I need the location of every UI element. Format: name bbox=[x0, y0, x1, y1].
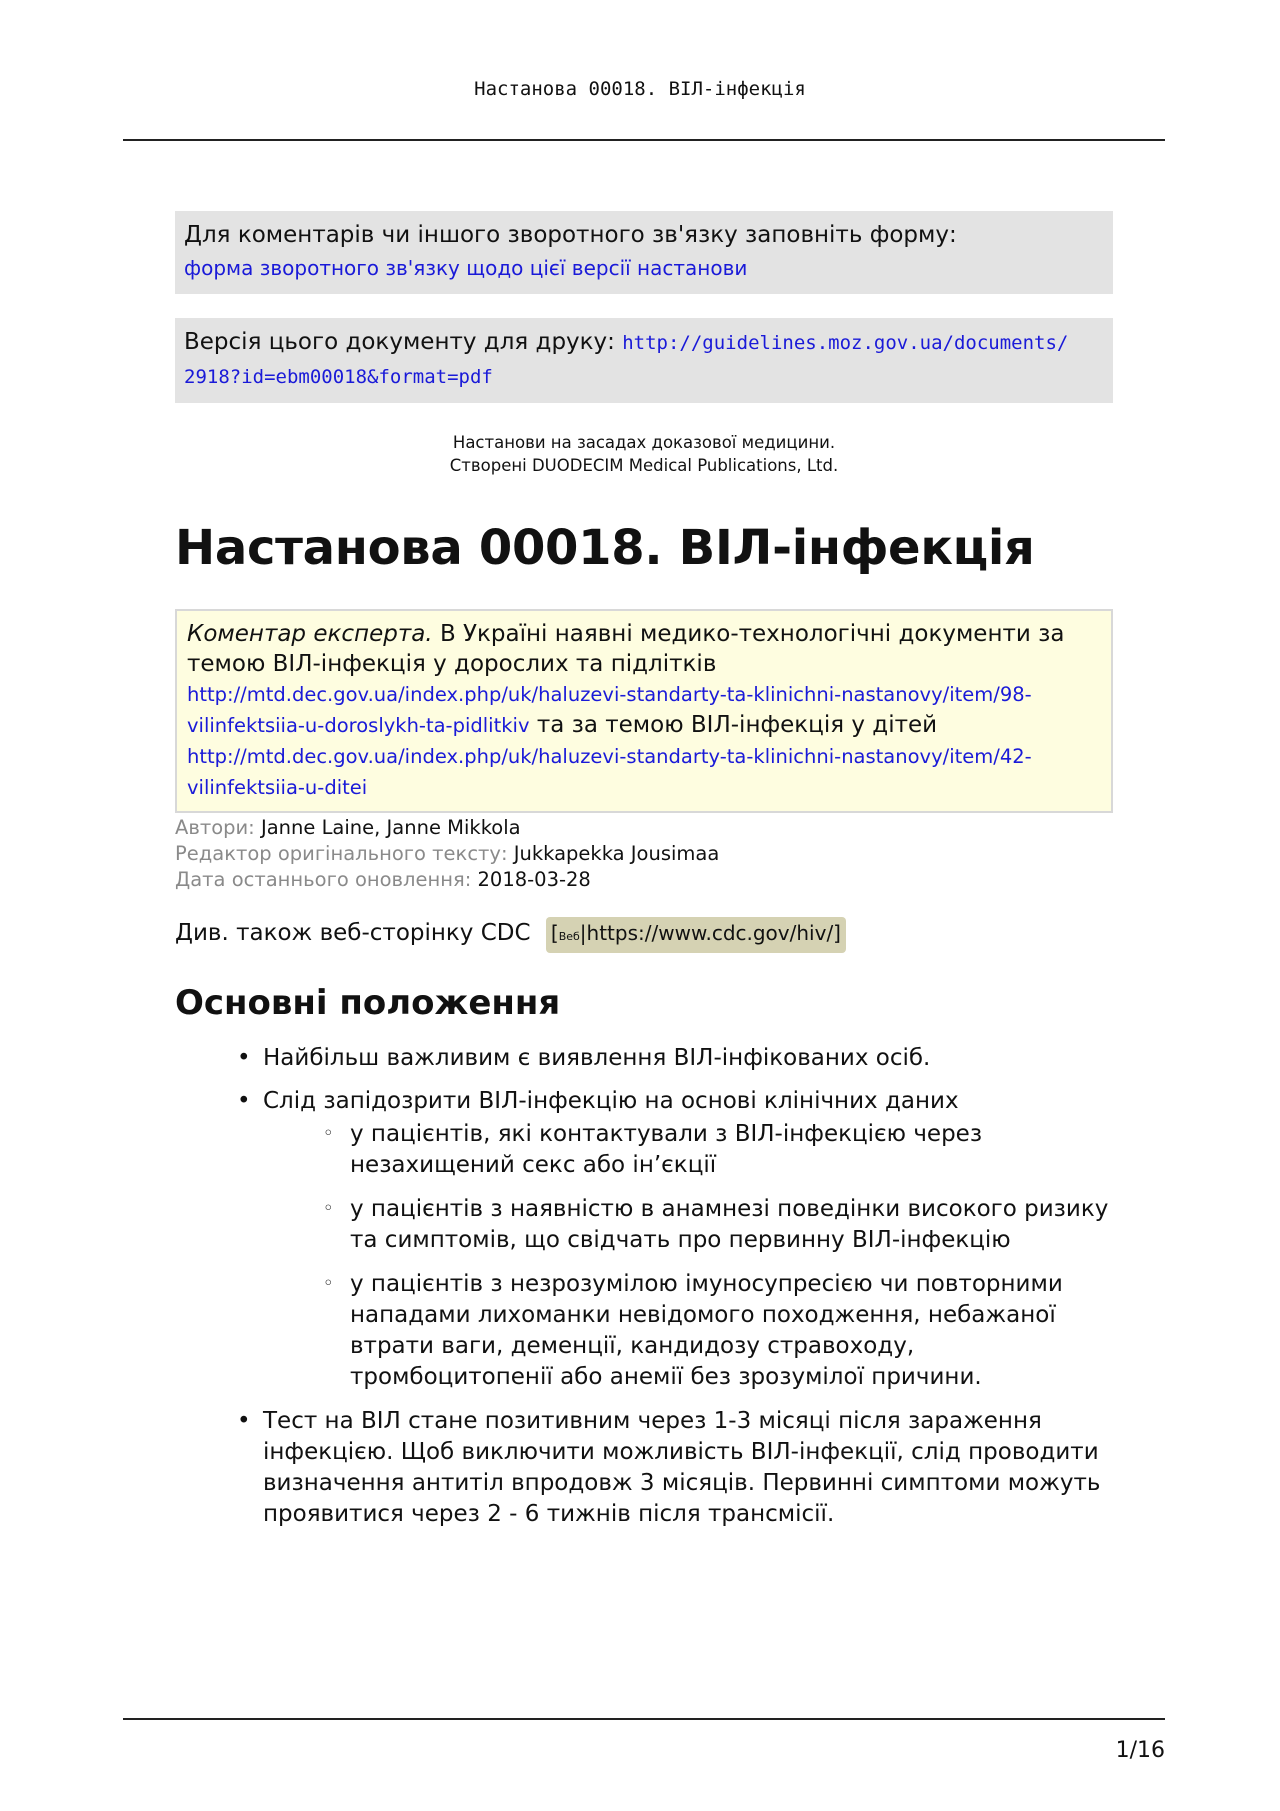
updated-value: 2018-03-28 bbox=[477, 868, 591, 891]
web-tag-url: |https://www.cdc.gov/hiv/] bbox=[579, 921, 841, 945]
editor-value: Jukkapekka Jousimaa bbox=[513, 842, 720, 865]
credit-block bbox=[175, 431, 1113, 477]
authors-value: Janne Laine, Janne Mikkola bbox=[260, 816, 521, 839]
expert-comment-box bbox=[175, 609, 1113, 813]
bullet-text: Слід запідозрити ВІЛ-інфекцію на основі клінічних даних bbox=[263, 1088, 959, 1114]
page-title: Настанова 00018. ВІЛ-інфекція bbox=[175, 520, 1035, 576]
print-version-box bbox=[175, 318, 1113, 403]
updated-label: Дата останнього оновлення: bbox=[175, 868, 472, 891]
page-number: 1/16 bbox=[1115, 1738, 1165, 1763]
feedback-text: Для коментарів чи іншого зворотного зв'язку заповніть форму: bbox=[184, 222, 957, 248]
print-version-label: Версія цього документу для друку: bbox=[184, 329, 615, 355]
editor-label: Редактор оригінального тексту: bbox=[175, 842, 508, 865]
sub-list-item bbox=[323, 1194, 1113, 1256]
sub-bullet-text: у пацієнтів з наявністю в анамнезі поведінки високого ризику та симптомів, що свідчать про первинну ВІЛ-інфекцію bbox=[350, 1196, 1109, 1253]
circle-bullet-icon: ◦ bbox=[323, 1273, 334, 1294]
updated-row bbox=[175, 867, 1113, 893]
expert-comment-label: Коментар експерта. bbox=[187, 621, 433, 647]
web-tag-bracket: [ bbox=[550, 921, 559, 945]
see-also-line bbox=[175, 917, 1113, 953]
expert-comment-link-adults[interactable]: http://mtd.dec.gov.ua/index.php/uk/haluzevi-standarty-ta-klinichni-nastanovy/item/98-vilinfektsiia-u-doroslykh-ta-pidlitkiv bbox=[187, 683, 1032, 737]
see-also-text: Див. також веб-сторінку CDC bbox=[175, 920, 531, 946]
expert-comment-text-2: та за темою ВІЛ-інфекція у дітей bbox=[536, 712, 938, 738]
editor-row bbox=[175, 841, 1113, 867]
list-item bbox=[237, 1406, 1113, 1530]
running-header: Настанова 00018. ВІЛ-інфекція bbox=[474, 78, 806, 100]
circle-bullet-icon: ◦ bbox=[323, 1123, 334, 1144]
bullet-icon: • bbox=[237, 1408, 251, 1434]
bullet-text: Найбільш важливим є виявлення ВІЛ-інфікованих осіб. bbox=[263, 1045, 931, 1071]
bullet-text: Тест на ВІЛ стане позитивним через 1-3 місяці після зараження інфекцією. Щоб виключити можливість ВІЛ-інфекції, слід проводити визначення антитіл впродовж 3 місяців. Первинні симптоми можуть проявитися через 2 - 6 тижнів після трансмісії. bbox=[263, 1408, 1101, 1527]
print-url-line2: 2918?id=ebm00018&format=pdf bbox=[184, 366, 493, 388]
sub-bullet-text: у пацієнтів, які контактували з ВІЛ-інфекцією через незахищений секс або ін’єкції bbox=[350, 1121, 983, 1178]
web-tag-label: Веб bbox=[558, 930, 580, 943]
feedback-form-link[interactable]: форма зворотного зв'язку щодо цієї версії настанови bbox=[184, 256, 748, 280]
document-meta bbox=[175, 815, 1113, 893]
list-item bbox=[237, 1043, 1113, 1074]
bullet-icon: • bbox=[237, 1088, 251, 1114]
credit-line-2: Створені DUODECIM Medical Publications, Ltd. bbox=[449, 456, 839, 475]
bullet-icon: • bbox=[237, 1045, 251, 1071]
authors-row bbox=[175, 815, 1113, 841]
circle-bullet-icon: ◦ bbox=[323, 1198, 334, 1219]
credit-line-1: Настанови на засадах доказової медицини. bbox=[452, 433, 836, 452]
cdc-web-link[interactable] bbox=[546, 917, 846, 953]
list-item bbox=[237, 1086, 1113, 1393]
expert-comment-link-children[interactable]: http://mtd.dec.gov.ua/index.php/uk/haluzevi-standarty-ta-klinichni-nastanovy/item/42-vilinfektsiia-u-ditei bbox=[187, 745, 1032, 799]
sub-list bbox=[263, 1119, 1113, 1393]
authors-label: Автори: bbox=[175, 816, 255, 839]
print-url-line1: http://guidelines.moz.gov.ua/documents/ bbox=[622, 332, 1069, 354]
expert-comment-text-1: В Україні наявні медико-технологічні документи за темою ВІЛ-інфекція у дорослих та підлітків bbox=[187, 621, 1065, 677]
feedback-box bbox=[175, 211, 1113, 294]
footer-divider bbox=[123, 1718, 1165, 1720]
header-divider bbox=[123, 139, 1165, 141]
sub-list-item bbox=[323, 1269, 1113, 1393]
document-body bbox=[175, 211, 1113, 1542]
key-points-list bbox=[175, 1043, 1113, 1530]
sub-bullet-text: у пацієнтів з незрозумілою імуносупресією чи повторними нападами лихоманки невідомого походження, небажаної втрати ваги, деменції, кандидозу стравоходу, тромбоцитопенії або анемії без зрозумілої причини. bbox=[350, 1271, 1063, 1390]
sub-list-item bbox=[323, 1119, 1113, 1181]
section-heading: Основні положення bbox=[175, 983, 561, 1023]
